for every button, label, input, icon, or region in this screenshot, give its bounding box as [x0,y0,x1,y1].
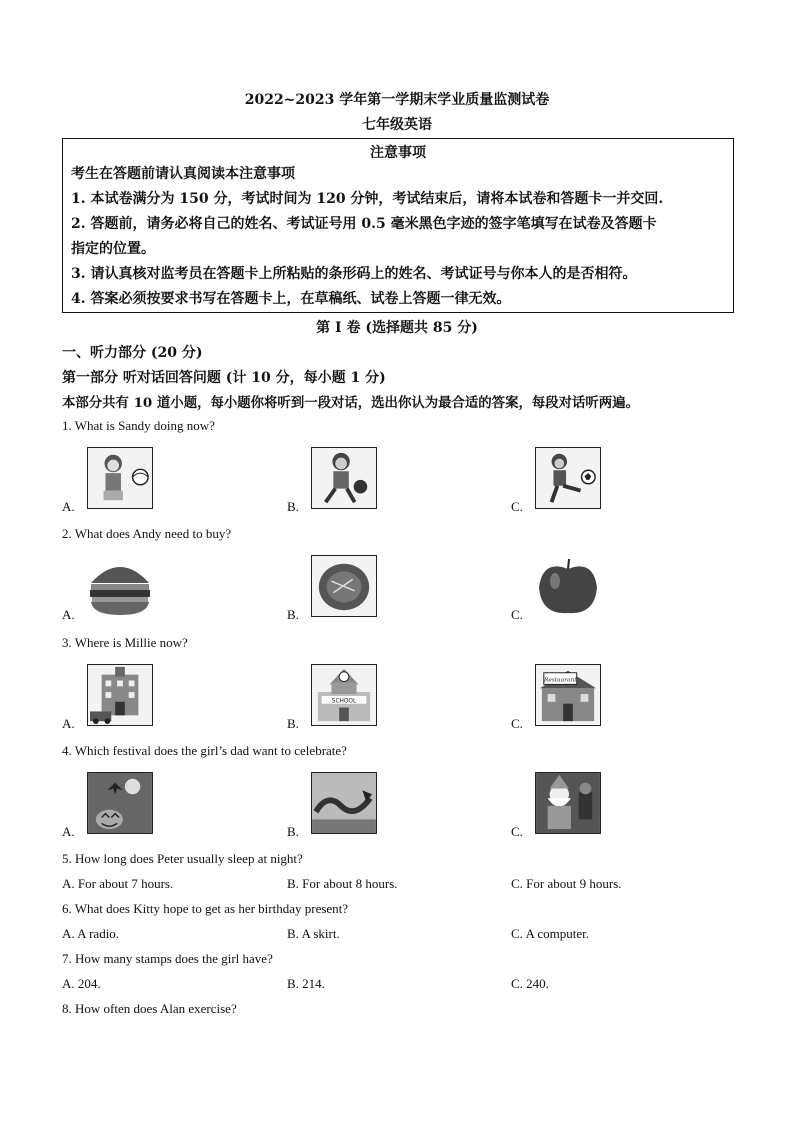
notice-line: 3. 请认真核对监考员在答题卡上所粘贴的条形码上的姓名、考试证号与你本人的是否相符。 [71,266,637,282]
option-c[interactable]: C. [511,499,523,514]
exam-title: 2022~2023 学年第一学期末学业质量监测试卷 [244,92,550,108]
ham-icon [311,555,377,617]
option-a[interactable]: A. A radio. [62,926,120,941]
volume-heading: 第 I 卷 (选择题共 85 分) [316,320,478,336]
notice-heading: 注意事项 [370,145,426,161]
hospital-icon [87,664,153,726]
option-c[interactable]: C. [511,824,523,839]
option-c[interactable]: C. [511,716,523,731]
restaurant-icon [535,664,601,726]
notice-line: 2. 答题前，请务必将自己的姓名、考试证号用 0.5 毫米黑色字迹的签字笔填写在试卷及答题卡 [71,216,657,232]
option-b[interactable]: B. [287,716,299,731]
notice-line: 1. 本试卷满分为 150 分，考试时间为 120 分钟，考试结束后，请将本试卷和答题卡一并交回. [71,191,664,207]
restaurant-sign: Restaurant [543,677,577,684]
hamburger-icon [87,555,153,617]
instruction-text: 本部分共有 10 道小题，每小题你将听到一段对话，选出你认为最合适的答案，每段对话听两遍。 [62,395,639,411]
option-c[interactable]: C. For about 9 hours. [511,876,622,891]
question-5: 5. How long does Peter usually sleep at night? [62,851,303,866]
notice-box [62,138,734,313]
apple-icon [535,555,601,617]
exam-subtitle: 七年级英语 [362,117,432,133]
dragon-festival-icon [311,772,377,834]
christmas-icon [535,772,601,834]
option-b[interactable]: B. 214. [287,976,325,991]
question-6: 6. What does Kitty hope to get as her birthday present? [62,901,349,916]
option-b[interactable]: B. [287,499,299,514]
option-a[interactable]: A. [62,716,75,731]
option-a[interactable]: A. [62,824,75,839]
school-sign: SCHOOL [331,698,357,705]
question-8: 8. How often does Alan exercise? [62,1001,237,1016]
option-a[interactable]: A. [62,607,75,622]
notice-line: 4. 答案必须按要求书写在答题卡上，在草稿纸、试卷上答题一律无效。 [71,291,511,307]
question-2: 2. What does Andy need to buy? [62,526,232,541]
option-c[interactable]: C. [511,607,523,622]
halloween-icon [87,772,153,834]
option-c[interactable]: C. 240. [511,976,549,991]
option-a[interactable]: A. [62,499,75,514]
option-b[interactable]: B. For about 8 hours. [287,876,398,891]
girl-basketball-icon [311,447,377,509]
section-heading: 一、听力部分 (20 分) [62,345,203,361]
question-3: 3. Where is Millie now? [62,635,188,650]
notice-line: 考生在答题前请认真阅读本注意事项 [71,166,295,182]
school-icon [311,664,377,726]
option-b[interactable]: B. [287,607,299,622]
option-a[interactable]: A. 204. [62,976,101,991]
option-b[interactable]: B. A skirt. [287,926,340,941]
girl-volleyball-icon [87,447,153,509]
option-a[interactable]: A. For about 7 hours. [62,876,174,891]
option-c[interactable]: C. A computer. [511,926,589,941]
question-4: 4. Which festival does the girl’s dad want to celebrate? [62,743,347,758]
option-b[interactable]: B. [287,824,299,839]
question-7: 7. How many stamps does the girl have? [62,951,273,966]
question-1: 1. What is Sandy doing now? [62,418,215,433]
subsection-heading: 第一部分 听对话回答问题 (计 10 分，每小题 1 分) [62,370,386,386]
girl-football-icon [535,447,601,509]
notice-line: 指定的位置。 [71,241,155,257]
